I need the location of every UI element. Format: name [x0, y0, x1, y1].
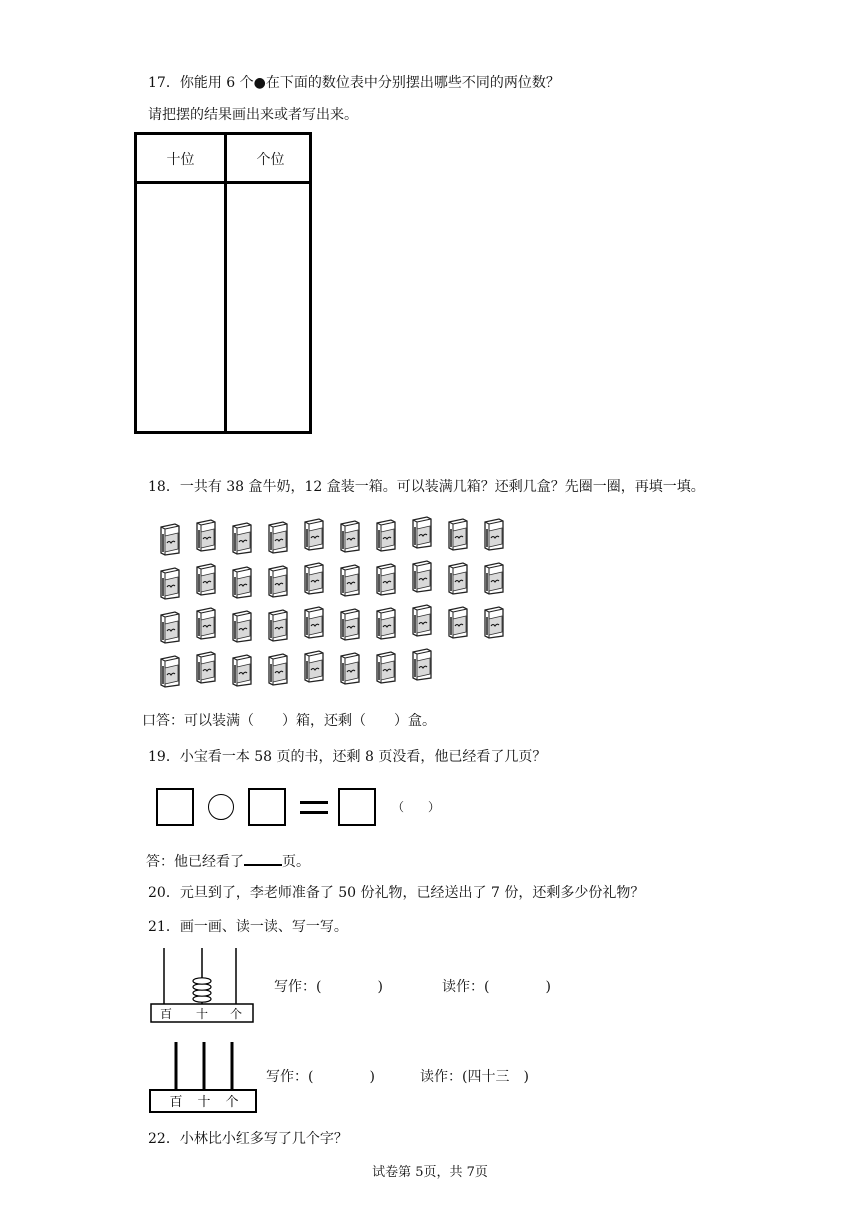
- q22-question: 22．小林比小红多写了几个字？: [148, 1131, 348, 1147]
- milk-box-icon: [410, 647, 434, 681]
- milk-box-icon: [302, 561, 326, 595]
- milk-box-icon: [266, 652, 290, 686]
- row2-write[interactable]: 写作：( ): [266, 1069, 375, 1085]
- milk-box-icon: [230, 565, 254, 599]
- milk-box-icon: [302, 605, 326, 639]
- equals-sign: [300, 801, 328, 815]
- milk-box-icon: [446, 517, 470, 551]
- abacus1-label-tens: 十: [195, 1007, 209, 1021]
- milk-box-icon: [374, 650, 398, 684]
- abacus2-label-hundreds: 百: [169, 1095, 183, 1110]
- milk-box-grid[interactable]: [158, 514, 518, 692]
- milk-box-icon: [374, 606, 398, 640]
- row1-write[interactable]: 写作：( ): [274, 979, 383, 995]
- q17-line1: 17．你能用 6 个●在下面的数位表中分别摆出哪些不同的两位数？: [148, 75, 560, 91]
- header-ones: 个位: [256, 152, 285, 168]
- milk-box-icon: [410, 603, 434, 637]
- milk-box-icon: [338, 607, 362, 641]
- milk-box-icon: [338, 519, 362, 553]
- q18-answer: 口答：可以装满（ ）箱，还剩（ ）盒。: [142, 713, 436, 729]
- table-header-divider: [137, 181, 309, 184]
- abacus1-label-hundreds: 百: [159, 1007, 173, 1021]
- header-tens: 十位: [166, 152, 195, 168]
- q19-answer-prefix: 答：他已经看了: [146, 854, 244, 870]
- abacus-2: [148, 1040, 260, 1116]
- milk-box-icon: [410, 515, 434, 549]
- milk-box-icon: [446, 561, 470, 595]
- milk-box-icon: [338, 651, 362, 685]
- unit-paren: （ ）: [392, 800, 441, 814]
- milk-box-icon: [302, 517, 326, 551]
- milk-box-icon: [482, 561, 506, 595]
- milk-box-icon: [266, 520, 290, 554]
- milk-box-icon: [194, 562, 218, 596]
- row2-read[interactable]: 读作：(四十三 ): [420, 1069, 529, 1085]
- milk-box-icon: [374, 518, 398, 552]
- milk-box-icon: [374, 562, 398, 596]
- q21-question: 21．画一画、读一读、写一写。: [148, 919, 348, 935]
- equation-box-2[interactable]: [248, 788, 286, 826]
- abacus2-label-tens: 十: [197, 1095, 211, 1110]
- q19-answer-suffix: 页。: [282, 854, 310, 870]
- milk-box-icon: [194, 606, 218, 640]
- milk-box-icon: [482, 517, 506, 551]
- milk-box-icon: [446, 605, 470, 639]
- answer-blank[interactable]: [244, 850, 282, 866]
- milk-box-icon: [230, 653, 254, 687]
- place-value-table[interactable]: [134, 132, 312, 434]
- abacus2-label-ones: 个: [225, 1095, 239, 1110]
- milk-box-icon: [302, 649, 326, 683]
- milk-box-icon: [410, 559, 434, 593]
- milk-box-icon: [158, 654, 182, 688]
- milk-box-icon: [482, 605, 506, 639]
- q18-question: 18．一共有 38 盒牛奶，12 盒装一箱。可以装满几箱？还剩几盒？先圈一圈，再填一填。: [148, 479, 705, 495]
- milk-box-icon: [266, 608, 290, 642]
- milk-box-icon: [230, 521, 254, 555]
- abacus-1: [148, 946, 256, 1026]
- equation-box-result[interactable]: [338, 788, 376, 826]
- milk-box-icon: [194, 518, 218, 552]
- milk-box-icon: [194, 650, 218, 684]
- equation-box-1[interactable]: [156, 788, 194, 826]
- q19-answer: [146, 850, 310, 871]
- abacus-beads: [193, 978, 211, 1002]
- page-footer: 试卷第 5页，共 7页: [372, 1165, 488, 1180]
- q19-question: 19．小宝看一本 58 页的书，还剩 8 页没看，他已经看了几页？: [148, 749, 547, 765]
- row1-read[interactable]: 读作：( ): [442, 979, 551, 995]
- abacus1-label-ones: 个: [229, 1007, 243, 1021]
- table-column-divider: [224, 135, 227, 431]
- operator-circle[interactable]: [208, 794, 234, 820]
- milk-box-icon: [266, 564, 290, 598]
- milk-box-icon: [158, 522, 182, 556]
- milk-box-icon: [158, 610, 182, 644]
- milk-box-icon: [158, 566, 182, 600]
- q17-line2: 请把摆的结果画出来或者写出来。: [148, 107, 358, 123]
- milk-box-icon: [230, 609, 254, 643]
- milk-box-icon: [338, 563, 362, 597]
- q20-question: 20．元旦到了，李老师准备了 50 份礼物，已经送出了 7 份，还剩多少份礼物？: [148, 885, 645, 901]
